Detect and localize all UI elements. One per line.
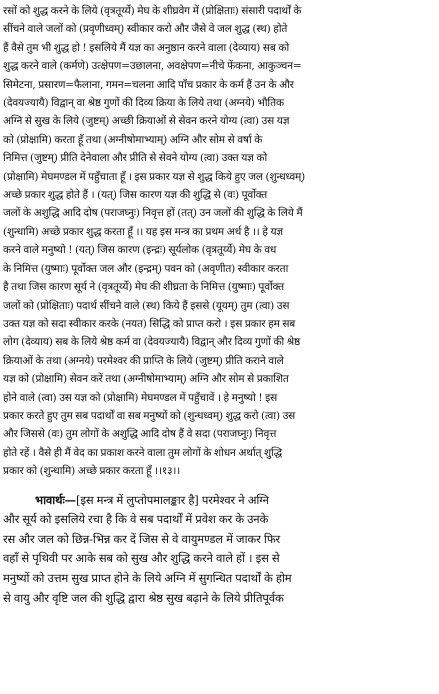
text-line: अग्नि से सुख के लिये (जुष्टम्) अच्छी क्रियाओं से सेवन करने योग्य (त्वा) उस यज्ञ: [3, 115, 290, 128]
bhavarth-first-line: [3, 491, 436, 511]
text-line: और जिससे (वः) तुम लोगों के अशुद्धि आदि दोष हैं वे सदा (पराजघ्नुः) निवृत्त: [3, 428, 277, 441]
text-line: होने वाले (त्वा) उस यज्ञ को (प्रोक्षामि) मेघमण्डल में पहुँचावें । हे मनुष्यो ! इस: [3, 391, 278, 404]
document-page: [3, 2, 436, 692]
text-line: के निमित्त (युष्माः) पूर्वोक्त जल और (इन्द्रम्) पवन को (अवृणीत) स्वीकार करता: [3, 262, 289, 275]
text-line: रसों को शुद्ध करने के लिये (वृत्रतूर्य्ये) मेघ के शीघ्रवेग में (प्रोक्षिताः) संसारी पदार्थों के: [3, 5, 302, 17]
bhavarth-line: वहाँ से पृथिवी पर आके सब को सुख और शुद्धि करने वाले हों । इस से: [3, 551, 280, 566]
text-line: को (प्रोक्षामि) करता हूँ तथा (अग्नीषोमाभ्याम्) अग्नि और सोम से वर्षा के: [3, 133, 263, 146]
text-line: हैं वैसे तुम भी शुद्ध हो ! इसलिये मैं यज्ञ का अनुष्ठान करने वाला (देव्याय) सब को: [3, 41, 290, 54]
mantra-commentary: [3, 2, 436, 481]
bhavarth-line: और सूर्य को इसलिये रचा है कि वे सब पदार्थों में प्रवेश कर के उनके: [3, 512, 269, 527]
text-line: (शुन्धामि) अच्छे प्रकार शुद्ध करता हूँ ।। यह इस मन्त्र का प्रथम अर्थ है ।। हे यज्ञ: [3, 225, 283, 238]
text-line: अच्छे प्रकार शुद्ध होते हैं । (यत्) जिस कारण यज्ञ की शुद्धि से (वः) पूर्वोक्त: [3, 189, 268, 202]
bhavarth-line: से वायु और वृष्टि जल की शुद्धि द्वारा श्रेष्ठ सुख बढ़ाने के लिये प्रीतिपूर्वक: [3, 590, 284, 605]
text-line: लोग (देव्याय) सब के लिये श्रेष्ठ कर्म वा (देवयज्यायै) विद्वान् और दिव्य गुणों की श्रेष्ठ: [3, 336, 301, 349]
text-line: निमित्त (जुष्टम्) प्रीति देनेवाला और प्रीति से सेवने योग्य (त्वा) उक्त यज्ञ को: [3, 152, 268, 165]
text-line: यज्ञ को (प्रोक्षामि) सेवन करें तथा (अग्नीषोमाभ्याम्) अग्नि और सोम से प्रकाशित: [3, 373, 289, 386]
bhavarth-line: मनुष्यों को उत्तम सुख प्राप्त होने के लिये अग्नि में सुगन्धित पदार्थों के होम: [3, 570, 292, 585]
text-line: है तथा जिस कारण सूर्य ने (वृत्रतूर्य्ये) मेघ की शीघ्रता के निमित्त (युष्माः) पूर्वोक्त: [3, 281, 284, 294]
text-line: जलों के अशुद्धि आदि दोष (पराजघ्नुः) निवृत्त हों (तत्) उन जलों की शुद्धि के लिये मैं: [3, 207, 303, 220]
text-line: क्रियाओं के तथा (अग्नये) परमेश्वर की प्राप्ति के लिये (जुष्टम्) प्रीति कराने वाले: [3, 354, 284, 367]
text-line: जलों को (प्रोक्षिताः) पदार्थ सींचने वाले (स्थ) किये हैं इससे (यूयम्) तुम (त्वा) उस: [3, 299, 290, 312]
bhavarth-label: भावार्थः—: [35, 492, 77, 507]
text-line: सिमेटना, प्रसारण=फैलाना, गमन=चलना आदि पाँच प्रकार के कर्म हैं उन के और: [3, 78, 294, 91]
bhavarth-line: रस और जल को छिन्न-भिन्न कर दें जिस से वे वायुमण्डल में जाकर फिर: [3, 531, 281, 546]
text-line: (प्रोक्षामि) मेघमण्डल में पहुँचाता हूँ । इस प्रकार यज्ञ से शुद्ध किये हुए जल (शुन्धध्वम्): [3, 170, 306, 183]
text-line: प्रकार को (शुन्धामि) अच्छे प्रकार करता हूँ ।।१३।।: [3, 465, 181, 478]
text-line: (देवयज्यायै) विद्वान् वा श्रेष्ठ गुणों की दिव्य क्रिया के लिये तथा (अग्नये) भौतिक: [3, 97, 284, 110]
text-line: शुद्ध करने वाले (कर्मणे) उत्क्षेपण=उछालना, अवक्षेपण=नीचे फेंकना, आकुञ्चन=: [3, 60, 302, 73]
text-line: होते रहें । वैसे ही मैं वेद का प्रकाश करने वाला तुम लोगों के शोधन अर्थात् शुद्धि: [3, 446, 282, 459]
text-line: करने वाले मनुष्यो ! (यत्) जिस कारण (इन्द्रः) सूर्यलोक (वृत्रतूर्य्ये) मेघ के वध: [3, 244, 277, 257]
text-line: सींचने वाले जलों को (प्रवृणीध्वम्) स्वीकार करो और जैसे वे जल शुद्ध (स्थ) होते: [3, 23, 288, 36]
text-line: प्रकार करते हुए तुम सब पदार्थों वा सब मनुष्यों को (शुन्धध्वम्) शुद्ध करो (त्वा) उस: [3, 409, 296, 422]
text-line: उक्त यज्ञ को सदा स्वीकार करके (नयत) सिद्धि को प्राप्त करो । इस प्रकार हम सब: [3, 317, 296, 330]
bhavarth-first-text: [इस मन्त्र में लुप्तोपमालङ्कार है] परमेश्वर ने अग्नि: [76, 492, 269, 507]
bhavarth-section: [3, 491, 436, 609]
